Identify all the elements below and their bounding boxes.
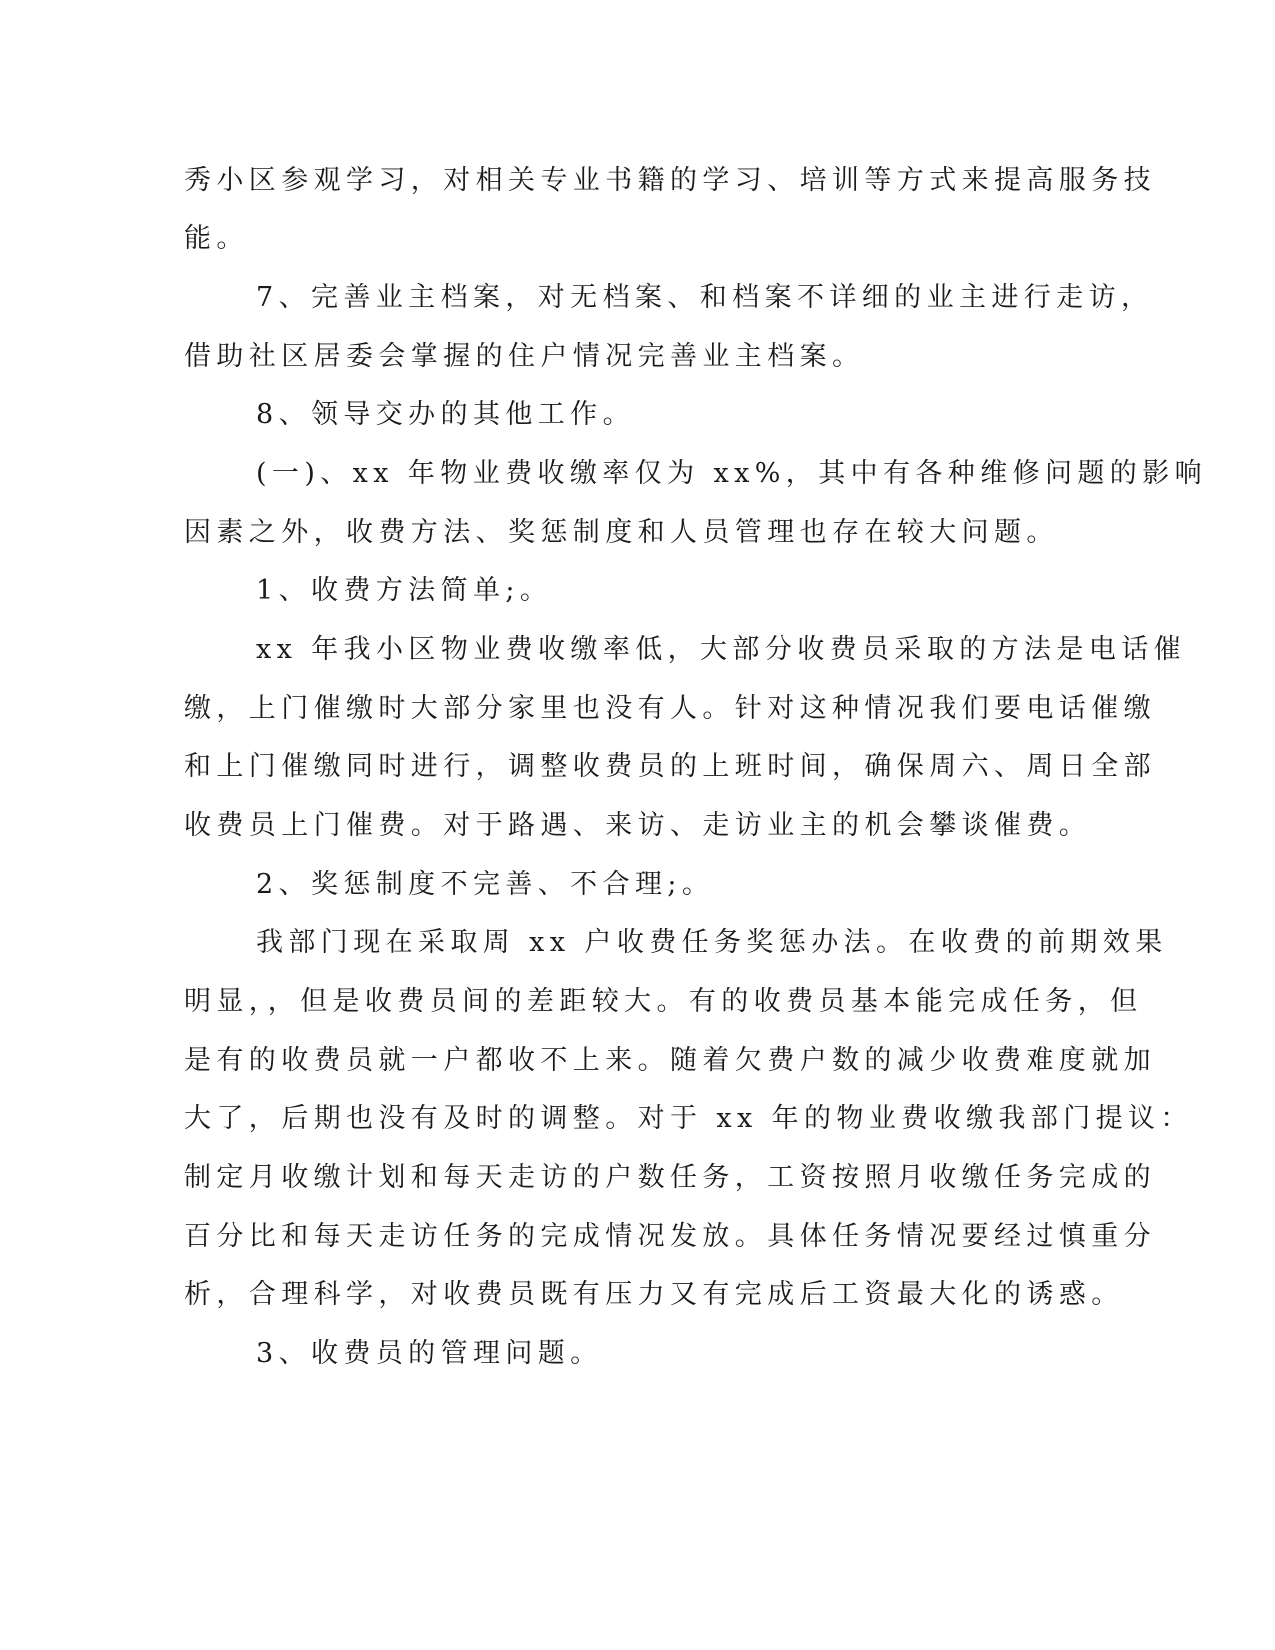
text-line: 收费员上门催费。对于路遇、来访、走访业主的机会攀谈催费。	[184, 810, 1092, 841]
text-line: 和上门催缴同时进行，调整收费员的上班时间，确保周六、周日全部	[184, 751, 1156, 782]
text-line: 因素之外，收费方法、奖惩制度和人员管理也存在较大问题。	[184, 517, 1059, 548]
text-line: 能。	[184, 223, 249, 254]
text-line: 制定月收缴计划和每天走访的户数任务，工资按照月收缴任务完成的	[184, 1162, 1156, 1193]
text-line: 是有的收费员就一户都收不上来。随着欠费户数的减少收费难度就加	[184, 1045, 1156, 1076]
text-line: 百分比和每天走访任务的完成情况发放。具体任务情况要经过慎重分	[184, 1221, 1156, 1252]
paragraph-start: 我部门现在采取周 xx 户收费任务奖惩办法。在收费的前期效果	[256, 927, 1168, 958]
text-line: 借助社区居委会掌握的住户情况完善业主档案。	[184, 341, 865, 372]
paragraph-item-7: 7、完善业主档案，对无档案、和档案不详细的业主进行走访，	[256, 282, 1154, 313]
text-line: 明显，，但是收费员间的差距较大。有的收费员基本能完成任务，但	[184, 986, 1143, 1017]
text-line: 大了，后期也没有及时的调整。对于 xx 年的物业费收缴我部门提议：	[184, 1103, 1193, 1134]
paragraph-item-8: 8、领导交办的其他工作。	[256, 399, 635, 430]
paragraph-start: xx 年我小区物业费收缴率低，大部分收费员采取的方法是电话催	[256, 634, 1187, 665]
text-line: 析，合理科学，对收费员既有压力又有完成后工资最大化的诱惑。	[184, 1279, 1124, 1310]
subheading-3: 3、收费员的管理问题。	[256, 1338, 603, 1369]
text-line: 秀小区参观学习，对相关专业书籍的学习、培训等方式来提高服务技	[184, 165, 1156, 196]
text-line: 缴，上门催缴时大部分家里也没有人。针对这种情况我们要电话催缴	[184, 693, 1156, 724]
section-heading-1: (一)、xx 年物业费收缴率仅为 xx%，其中有各种维修问题的影响	[256, 458, 1207, 489]
subheading-1: 1、收费方法简单;。	[256, 575, 553, 606]
subheading-2: 2、奖惩制度不完善、不合理;。	[256, 869, 715, 900]
